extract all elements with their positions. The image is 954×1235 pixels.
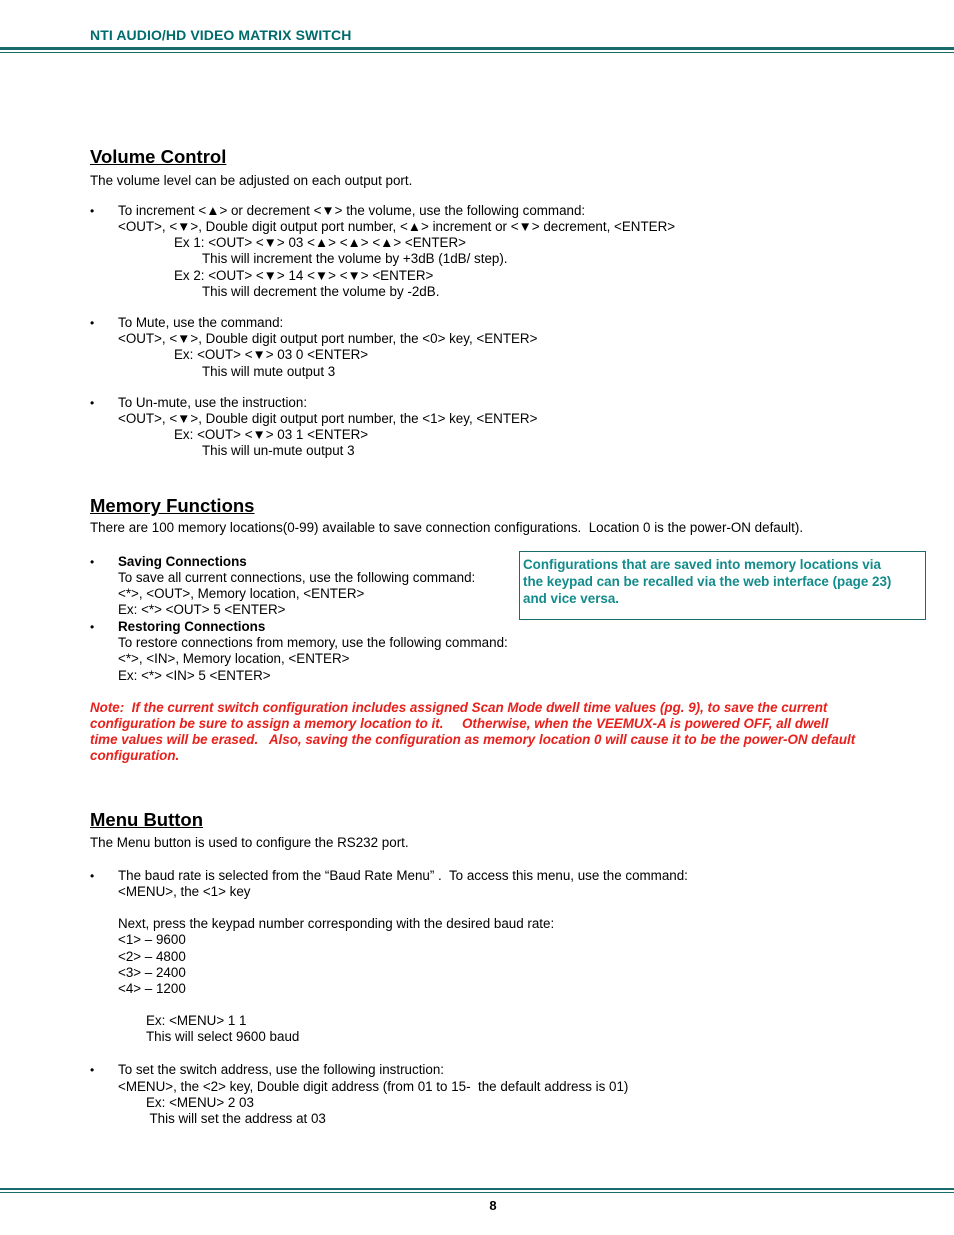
unmute-example: Ex: <OUT> <▼> 03 1 <ENTER> [174, 427, 369, 442]
footer-rule-thin [0, 1192, 954, 1193]
restoring-connections-example: Ex: <*> <IN> 5 <ENTER> [118, 668, 271, 683]
restoring-connections-text: To restore connections from memory, use the following command: [118, 635, 508, 650]
bullet-icon: • [90, 1063, 95, 1077]
note-line: configuration. [90, 748, 180, 763]
mute-command: <OUT>, <▼>, Double digit output port number, the <0> key, <ENTER> [118, 331, 538, 346]
address-command: <MENU>, the <2> key, Double digit address (from 01 to 15- the default address is 01) [118, 1079, 629, 1094]
restoring-connections-command: <*>, <IN>, Memory location, <ENTER> [118, 651, 350, 666]
volume-example-2-result: This will decrement the volume by -2dB. [202, 284, 440, 299]
baud-example: Ex: <MENU> 1 1 [146, 1013, 247, 1028]
memory-note [90, 700, 910, 764]
baud-example-result: This will select 9600 baud [146, 1029, 300, 1044]
baud-text: The baud rate is selected from the “Baud Rate Menu” . To access this menu, use the command: [118, 868, 688, 883]
unmute-text: To Un-mute, use the instruction: [118, 395, 308, 410]
callout-line: the keypad can be recalled via the web interface (page 23) [523, 574, 892, 589]
bullet-icon: • [90, 620, 95, 634]
baud-option: <4> – 1200 [118, 981, 186, 996]
volume-increment-command: <OUT>, <▼>, Double digit output port number, <▲> increment or <▼> decrement, <ENTER> [118, 219, 676, 234]
unmute-example-result: This will un-mute output 3 [202, 443, 355, 458]
section-heading-volume: Volume Control [90, 146, 227, 167]
section-heading-menu: Menu Button [90, 809, 204, 830]
note-line: Note: If the current switch configuration includes assigned Scan Mode dwell time values (pg. 9), to save the current [90, 700, 828, 715]
document-header-title: NTI AUDIO/HD VIDEO MATRIX SWITCH [90, 27, 352, 43]
volume-example-1-result: This will increment the volume by +3dB (1dB/ step). [202, 251, 508, 266]
baud-next: Next, press the keypad number corresponding with the desired baud rate: [118, 916, 555, 931]
baud-option: <3> – 2400 [118, 965, 186, 980]
mute-example: Ex: <OUT> <▼> 03 0 <ENTER> [174, 347, 369, 362]
mute-example-result: This will mute output 3 [202, 364, 336, 379]
bullet-icon: • [90, 869, 95, 883]
section-heading-memory: Memory Functions [90, 495, 255, 516]
callout-line: and vice versa. [523, 591, 620, 606]
bullet-icon: • [90, 396, 95, 410]
saving-connections-text: To save all current connections, use the following command: [118, 570, 476, 585]
bullet-icon: • [90, 555, 95, 569]
page-number: 8 [489, 1198, 497, 1213]
volume-increment-text: To increment <▲> or decrement <▼> the volume, use the following command: [118, 203, 586, 218]
volume-intro: The volume level can be adjusted on each output port. [90, 173, 413, 188]
volume-example-1: Ex 1: <OUT> <▼> 03 <▲> <▲> <▲> <ENTER> [174, 235, 466, 250]
baud-option: <2> – 4800 [118, 949, 186, 964]
unmute-command: <OUT>, <▼>, Double digit output port number, the <1> key, <ENTER> [118, 411, 538, 426]
address-text: To set the switch address, use the following instruction: [118, 1062, 445, 1077]
address-example: Ex: <MENU> 2 03 [146, 1095, 254, 1110]
bullet-icon: • [90, 204, 95, 218]
baud-command: <MENU>, the <1> key [118, 884, 251, 899]
memory-callout-box [519, 551, 926, 620]
baud-option: <1> – 9600 [118, 932, 186, 947]
saving-connections-command: <*>, <OUT>, Memory location, <ENTER> [118, 586, 365, 601]
note-line: time values will be erased. Also, saving the configuration as memory location 0 will cause it to be the power-ON default [90, 732, 856, 747]
saving-connections-example: Ex: <*> <OUT> 5 <ENTER> [118, 602, 286, 617]
mute-text: To Mute, use the command: [118, 315, 284, 330]
restoring-connections-title: Restoring Connections [118, 619, 266, 634]
callout-line: Configurations that are saved into memory locations via [523, 557, 881, 572]
header-rule-thick [0, 47, 954, 50]
menu-intro: The Menu button is used to configure the RS232 port. [90, 835, 409, 850]
note-line: configuration be sure to assign a memory location to it. Otherwise, when the VEEMUX-A is powered OFF, all dwell [90, 716, 829, 731]
bullet-icon: • [90, 316, 95, 330]
footer-rule-thick [0, 1188, 954, 1190]
saving-connections-title: Saving Connections [118, 554, 247, 569]
volume-example-2: Ex 2: <OUT> <▼> 14 <▼> <▼> <ENTER> [174, 268, 434, 283]
address-example-result: This will set the address at 03 [146, 1111, 326, 1126]
header-rule-thin [0, 52, 954, 53]
memory-intro: There are 100 memory locations(0-99) available to save connection configurations. Location 0 is the power-ON default). [90, 520, 804, 535]
